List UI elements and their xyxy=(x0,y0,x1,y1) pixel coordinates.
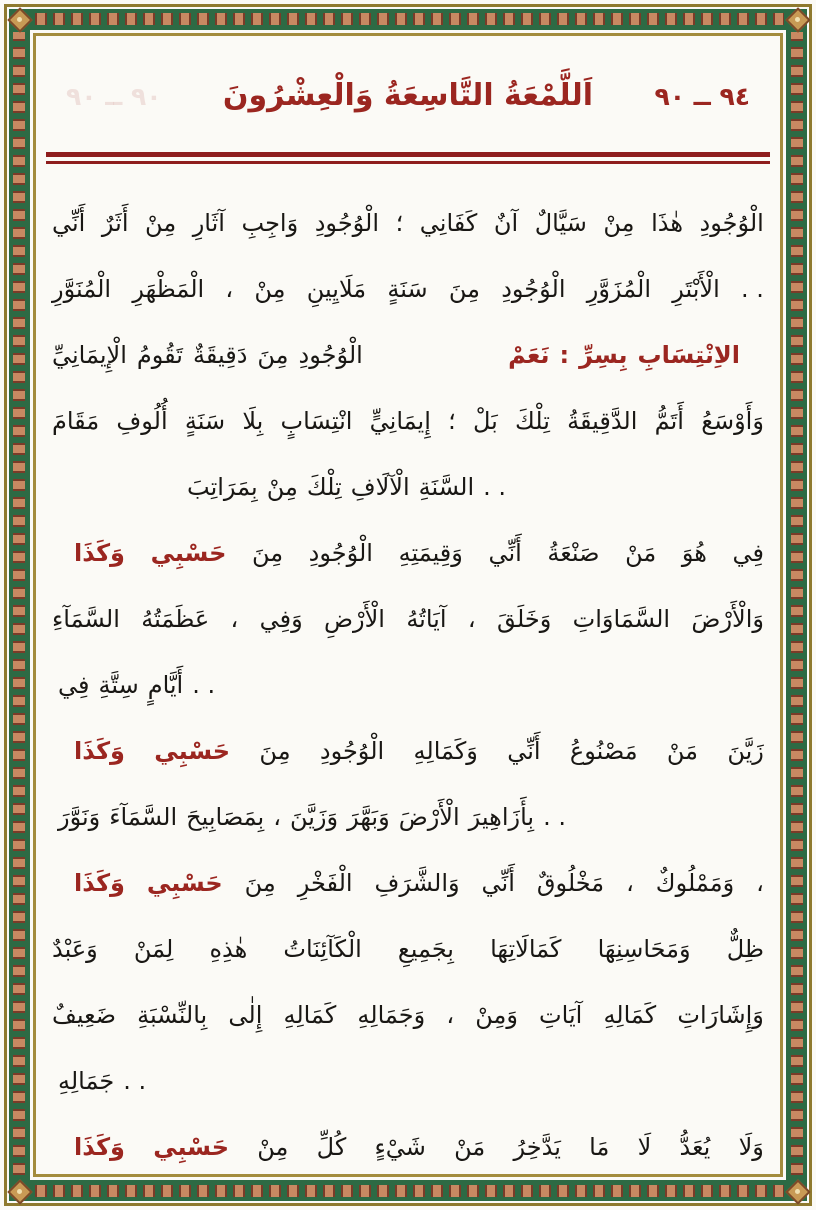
text-line: وَكَذَا حَسْبِي مِنَ الْوُجُودِ وَقِيمَتِهِ أَنِّي صَنْعَةُ مَنْ هُوَ فِي xyxy=(74,539,764,567)
frame-motif-top xyxy=(32,13,784,25)
text-line: وَكَذَا حَسْبِي مِنَ الْوُجُودِ وَكَمَالِهِ أَنِّي مَصْنُوعُ مَنْ زَيَّنَ xyxy=(74,737,764,765)
frame-motif-left xyxy=(13,32,25,1178)
text-line: أَنِّي أَثَرٌ مِنْ آثَارِ وَاجِبِ الْوُجُودِ ؛ كَفَانِي آنٌ سَيَّالٌ مِنْ هٰذَا الْوُجُودِ xyxy=(52,209,764,237)
page-range-faint: ٩٠ ــ ٩٠ xyxy=(66,82,162,111)
frame-motif-bottom xyxy=(32,1185,784,1197)
page-header xyxy=(44,40,772,152)
frame-corner-ornament-icon xyxy=(6,6,32,32)
highlight-phrase: نَعَمْ : بِسِرِّ الاِنْتِسَابِ xyxy=(508,341,740,369)
text-line: وَنَوَّرَ السَّمَآءَ بِمَصَابِيحَ ، وَزَيَّنَ وَبَهَّرَ الْأَرْضَ بِأَزَاهِيرَ . . xyxy=(58,803,566,831)
page-title: اَللَّمْعَةُ التَّاسِعَةُ وَالْعِشْرُونَ xyxy=(222,78,594,113)
text-line: وَكَذَا حَسْبِي مِنْ كُلِّ شَيْءٍ مَنْ يَدَّخِرُ مَا لَا يُعَدُّ وَلَا xyxy=(74,1133,764,1161)
text-line: فِي سِتَّةِ أَيَّامٍ . . xyxy=(58,671,216,699)
page-range: ٩٤ ــ ٩٠ xyxy=(654,82,750,111)
text-line: ضَعِيفٌ بِالنِّسْبَةِ إِلٰى كَمَالِهِ وَجَمَالِهِ ، وَمِنْ آيَاتِ كَمَالِهِ وَإِشَارَاتِ xyxy=(52,1001,764,1029)
frame-corner-ornament-icon xyxy=(784,6,810,32)
frame-motif-right xyxy=(791,32,803,1178)
text-segment: الْإِيمَانِيِّ تَقُومُ دَقِيقَةٌ مِنَ الْوُجُودِ xyxy=(52,341,363,369)
text-line: وَعَبْدٌ لِمَنْ هٰذِهِ الْكَآئِنَاتُ بِجَمِيعِ كَمَالَاتِهَا وَمَحَاسِنِهَا ظِلٌّ xyxy=(52,935,764,963)
frame-corner-ornament-icon xyxy=(784,1178,810,1204)
body-text xyxy=(44,164,772,1180)
text-line: وَكَذَا حَسْبِي مِنَ الْفَخْرِ وَالشَّرَفِ أَنِّي مَخْلُوقٌ ، وَمَمْلُوكٌ ، xyxy=(74,869,764,897)
frame-corner-ornament-icon xyxy=(6,1178,32,1204)
text-line: مَقَامَ أُلُوفِ سَنَةٍ بِلَا انْتِسَابٍ إِيمَانِيٍّ ؛ بَلْ تِلْكَ الدَّقِيقَةُ أَتَمُّ وَأَوْسَعُ xyxy=(52,407,764,435)
header-divider xyxy=(46,152,770,164)
page-content xyxy=(44,40,772,1170)
text-line: السَّمَآءِ عَظَمَتُهُ ، وَفِي الْأَرْضِ آيَاتُهُ ، وَخَلَقَ السَّمَاوَاتِ وَالْأَرْضَ xyxy=(52,605,764,633)
text-line xyxy=(52,322,764,388)
text-line: الْمُنَوَّرِ الْمَظْهَرِ ، مِنْ مَلَايِينِ سَنَةٍ مِنَ الْوُجُودِ الْمُزَوَّرِ الْأَبْتَرِ . . xyxy=(52,275,764,303)
text-line: جَمَالِهِ . . xyxy=(58,1067,147,1095)
text-line: بِمَرَاتِبَ مِنْ تِلْكَ الْآلَافِ السَّنَةِ . . xyxy=(187,473,507,501)
